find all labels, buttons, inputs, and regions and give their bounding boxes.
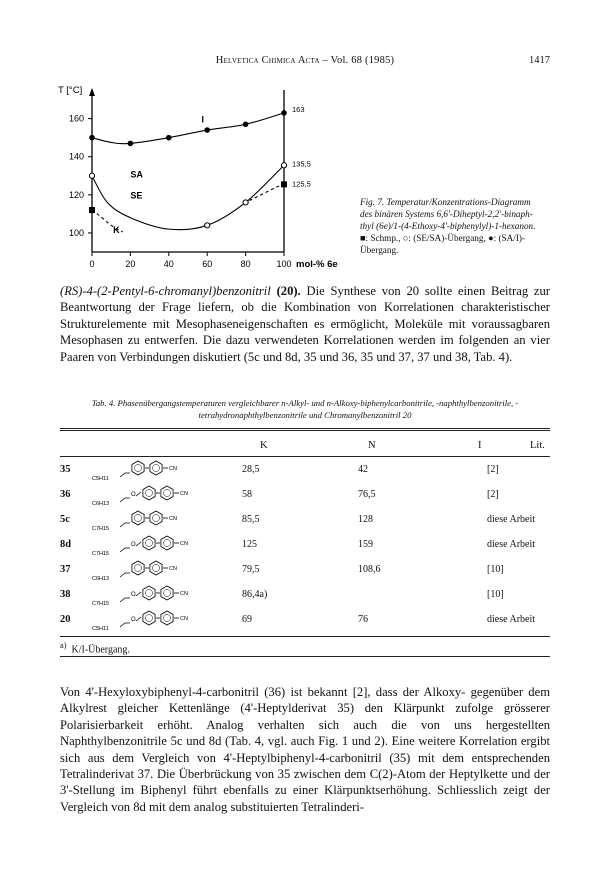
y-axis-arrow <box>89 88 95 96</box>
x-tick-label: 80 <box>240 259 251 269</box>
sa-i-boundary <box>92 113 284 144</box>
table-caption-text: Tab. 4. Phasenübergangstemperaturen vergleichbarer n-Alkyl- und n-Alkoxy-biphenylcarbonitrile, -naphthylbenzonitrile, -tetrahydronaphthylbenzonitrile und Chromanylbenzonitril 20 <box>91 398 519 420</box>
x-axis-label: mol-% 6e <box>296 259 338 270</box>
cell-lit: [2] <box>487 489 499 500</box>
nitrile-label: CN <box>169 466 177 472</box>
chain-label: C7H15 <box>92 526 110 532</box>
oxygen-label: O <box>131 542 136 548</box>
x-tick-label: 0 <box>89 259 95 269</box>
alkyl-bond <box>120 573 130 577</box>
oxygen-label: O <box>131 617 136 623</box>
x-tick-label: 40 <box>163 259 174 269</box>
y-tick-label: 100 <box>68 227 84 238</box>
compound-number: 35 <box>60 464 71 475</box>
benzene-ring <box>161 611 173 625</box>
se-sa-point <box>281 163 286 168</box>
column-header-k: K <box>260 440 268 451</box>
cell-n: 108,6 <box>358 564 381 575</box>
benzene-ring <box>150 461 162 475</box>
journal-volume: – Vol. 68 (1985) <box>322 55 395 66</box>
aromatic-circle <box>153 515 160 522</box>
figure-caption-line: Fig. 7. Temperatur/Konzentrations-Diagramm <box>360 197 531 207</box>
aromatic-circle <box>153 565 160 572</box>
paragraph-chromanyl <box>60 283 550 365</box>
cell-lit: [2] <box>487 464 499 475</box>
benzene-ring <box>132 461 144 475</box>
paragraph-heading: (RS)-4-(2-Pentyl-6-chromanyl)benzonitril <box>60 284 271 298</box>
compound-number: 20 <box>60 614 71 625</box>
sa-i-point <box>204 127 210 133</box>
sa-i-point <box>243 122 249 128</box>
structure-formula <box>90 557 230 583</box>
paragraph-body: Von 4'-Hexyloxybiphenyl-4-carbonitril (36) ist bekannt [2], dass der Alkoxy- gegenüber dem Alkylrest gleicher Kettenlänge (4'-Heptylderivat 35) den Klärpunkt zufolge grösserer Polarisierbarkeit erhöht. Analog verhalten sich auch die von uns hergestellten Naphthylbenzonitrile 5c und 8d (Tab. 4, vgl. auch Fig. 1 und 2). Eine weitere Korrelation ergibt sich aus dem Vergleich von 4'-Heptylbiphenyl-4-carbonitril (35) mit dem entsprechenden Tetralinderivat 37. Die Überbrückung von 35 zwischen dem C(2)-Atom der Heptylkette und der 3'-Stellung im Biphenyl führt ebenfalls zu einer Klärpunktserhöhung. Schliesslich zeigt der Vergleich von 8d mit dem analog substituierten Tetralinderi- <box>60 685 550 814</box>
phase-diagram-chart <box>55 82 355 280</box>
footnote-text: K/I-Übergang. <box>71 644 130 656</box>
aromatic-circle <box>164 540 171 547</box>
figure-caption-line: des binären Systems 6,6'-Diheptyl-2,2'-binaph- <box>360 209 533 219</box>
structure-formula <box>90 482 230 508</box>
melting-point <box>89 207 95 213</box>
cell-k: 86,4a) <box>242 589 268 600</box>
nitrile-label: CN <box>169 566 177 572</box>
point-annotation: 163 <box>292 104 305 114</box>
alkyl-bond <box>120 548 130 552</box>
ether-bond <box>136 617 141 621</box>
x-tick-label: 60 <box>202 259 213 269</box>
column-header-lit: Lit. <box>530 440 545 451</box>
ether-bond <box>136 592 141 596</box>
cell-lit: [10] <box>487 589 504 600</box>
se-sa-point <box>243 200 248 205</box>
compound-number: 8d <box>60 539 72 550</box>
y-tick-label: 140 <box>68 151 84 162</box>
sa-i-point <box>128 141 134 147</box>
x-tick-label: 20 <box>125 259 136 269</box>
chain-label: C6H13 <box>92 501 110 507</box>
aromatic-circle <box>146 540 153 547</box>
alkyl-bond <box>120 473 130 477</box>
sa-i-point <box>89 135 95 141</box>
cell-n: 76 <box>358 614 368 625</box>
benzene-ring <box>161 586 173 600</box>
cell-k: 28,5 <box>242 464 260 475</box>
benzene-ring <box>161 486 173 500</box>
table-end-rule <box>60 656 550 657</box>
ether-bond <box>136 542 141 546</box>
compound-number: 36 <box>60 489 71 500</box>
figure-caption-line: thyl (6e)/1-(4-Ethoxy-4'-biphenylyl)-1-hexanon. <box>360 221 536 231</box>
table-row <box>60 557 550 585</box>
table-row <box>60 507 550 535</box>
region-label: SA <box>130 169 143 180</box>
table-row <box>60 532 550 560</box>
nitrile-label: CN <box>180 491 188 497</box>
aromatic-circle <box>164 590 171 597</box>
alkyl-bond <box>120 498 130 502</box>
structure-formula <box>90 457 230 483</box>
cell-k: 58 <box>242 489 252 500</box>
nitrile-label: CN <box>180 541 188 547</box>
column-header-n: N <box>368 440 376 451</box>
nitrile-label: CN <box>180 616 188 622</box>
column-header-i: I <box>478 440 482 451</box>
benzene-ring <box>143 586 155 600</box>
benzene-ring <box>150 561 162 575</box>
structure-formula <box>90 532 230 558</box>
footnote-mark: a) <box>60 641 67 650</box>
chain-label: C6H13 <box>92 576 110 582</box>
table-row <box>60 607 550 635</box>
table-top-rule-2 <box>60 430 550 431</box>
table-row <box>60 457 550 485</box>
aromatic-circle <box>135 465 142 472</box>
cell-n: 42 <box>358 464 368 475</box>
benzene-ring <box>143 536 155 550</box>
se-sa-point <box>89 173 94 178</box>
figure-caption-line: Übergang. <box>360 245 399 255</box>
region-label: I <box>201 114 204 125</box>
cell-k: 125 <box>242 539 257 550</box>
aromatic-circle <box>146 590 153 597</box>
nitrile-label: CN <box>169 516 177 522</box>
melting-point <box>281 181 287 187</box>
aromatic-circle <box>153 465 160 472</box>
cell-lit: [10] <box>487 564 504 575</box>
cell-lit: diese Arbeit <box>487 614 536 625</box>
table-bottom-rule <box>60 636 550 637</box>
compound-number: 38 <box>60 589 71 600</box>
benzene-ring <box>143 486 155 500</box>
paragraph-discussion <box>60 684 550 815</box>
table-row <box>60 582 550 610</box>
aromatic-circle <box>164 490 171 497</box>
paragraph-body: Die Synthese von 20 sollte einen Beitrag zur Beantwortung der Frage liefern, ob die Kombination von Korrelationen charakteristischer Strukturelemente mit Mesophaseneigenschaften es ermöglicht, Moleküle mit voraussagbaren Mesophasen zu entwerfen. Die dazu verwendeten Korrelationen werden im folgenden an vier Paaren von Verbindungen diskutiert (5c und 8d, 35 und 36, 35 und 37, 37 und 38, Tab. 4). <box>60 284 550 364</box>
table-footnote <box>60 641 130 655</box>
structure-formula <box>90 607 230 633</box>
alkyl-bond <box>120 523 130 527</box>
ether-bond <box>136 492 141 496</box>
sa-i-point <box>281 110 287 116</box>
cell-lit: diese Arbeit <box>487 514 536 525</box>
cell-k: 69 <box>242 614 252 625</box>
chain-label: C7H15 <box>92 551 110 557</box>
cell-n: 159 <box>358 539 373 550</box>
cell-k: 79,5 <box>242 564 260 575</box>
aromatic-circle <box>146 490 153 497</box>
aromatic-circle <box>135 565 142 572</box>
cell-n: 128 <box>358 514 373 525</box>
cell-n: 76,5 <box>358 489 376 500</box>
benzene-ring <box>161 536 173 550</box>
point-annotation: 125,5 <box>292 179 311 189</box>
structure-formula <box>90 582 230 608</box>
melting-line-right <box>249 184 284 200</box>
benzene-ring <box>132 561 144 575</box>
x-tick-label: 100 <box>276 259 292 269</box>
cell-lit: diese Arbeit <box>487 539 536 550</box>
figure-caption <box>360 196 556 256</box>
journal-name: Helvetica Chimica Acta <box>215 55 320 66</box>
figure-caption-line: ■: Schmp., ○: (SE/SA)-Übergang, ●: (SA/I)- <box>360 233 525 243</box>
compound-ref: (20). <box>276 284 301 298</box>
structure-formula <box>90 507 230 533</box>
region-label: SE <box>130 190 143 201</box>
alkyl-bond <box>120 623 130 627</box>
nitrile-label: CN <box>180 591 188 597</box>
y-axis-label: T [°C] <box>58 85 83 96</box>
cell-k: 85,5 <box>242 514 260 525</box>
alkyl-bond <box>120 598 130 602</box>
y-tick-label: 120 <box>68 189 84 200</box>
se-sa-point <box>205 223 210 228</box>
y-tick-label: 160 <box>68 113 84 124</box>
aromatic-circle <box>164 615 171 622</box>
aromatic-circle <box>146 615 153 622</box>
compound-number: 37 <box>60 564 71 575</box>
oxygen-label: O <box>131 592 136 598</box>
table-row <box>60 482 550 510</box>
benzene-ring <box>150 511 162 525</box>
chain-label: C7H15 <box>92 601 110 607</box>
point-annotation: 135,5 <box>292 159 311 169</box>
table-caption <box>60 397 550 421</box>
chain-label: C5H11 <box>92 626 109 632</box>
aromatic-circle <box>135 515 142 522</box>
oxygen-label: O <box>131 492 136 498</box>
page-number: 1417 <box>529 55 550 66</box>
sa-i-point <box>166 135 172 141</box>
table-top-rule <box>60 428 550 429</box>
compound-number: 5c <box>60 514 70 525</box>
chain-label: C5H11 <box>92 476 109 482</box>
benzene-ring <box>132 511 144 525</box>
region-label: K <box>113 224 120 235</box>
benzene-ring <box>143 611 155 625</box>
